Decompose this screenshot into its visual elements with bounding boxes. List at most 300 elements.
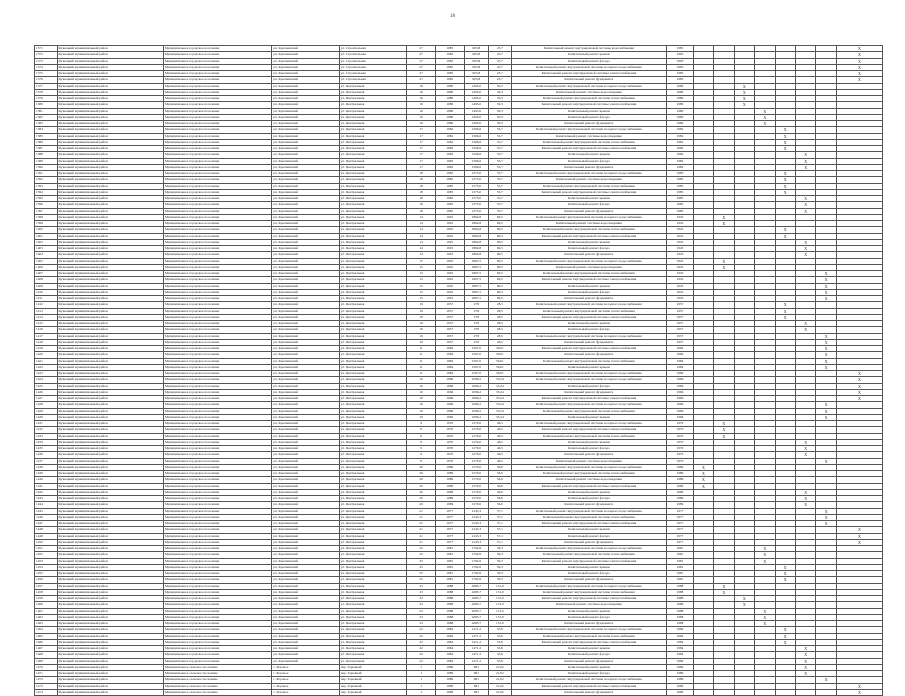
cell-year: 1957 — [435, 327, 464, 333]
cell-street: ул. Центральная — [339, 239, 407, 245]
cell-work_type: Капитальный ремонт внутридомовой системы теплоснабжения — [511, 408, 666, 414]
cell-m6: X — [795, 439, 815, 445]
cell-area_living: 35,24 — [489, 389, 512, 395]
cell-plan_year: 1981 — [667, 546, 694, 552]
cell-district: Кузнецкий муниципальный район — [57, 583, 163, 589]
cell-street: ул. Центральная — [339, 133, 407, 139]
cell-year: 1980 — [435, 83, 464, 89]
cell-m4: X — [755, 558, 775, 564]
cell-area_total: 1570,0 — [464, 489, 489, 495]
cell-area_living: 28,5 — [489, 321, 512, 327]
cell-street: ул. Центральная — [339, 114, 407, 120]
cell-year: 1988 — [435, 621, 464, 627]
cell-locality: рп. Краснинский — [272, 108, 340, 114]
cell-house: 17 — [407, 152, 436, 158]
cell-locality: рп. Краснинский — [272, 514, 340, 520]
cell-area_total: 1575,0 — [464, 196, 489, 202]
cell-house: 16 — [407, 108, 436, 114]
cell-plan_year: 1945 — [667, 289, 694, 295]
cell-street: ул. Центральная — [339, 514, 407, 520]
cell-locality: рп. Краснинский — [272, 489, 340, 495]
cell-work_type: Капитальный ремонт внутридомовой системы холодного водоснабжения — [511, 677, 666, 683]
cell-num: 1415 — [35, 321, 58, 327]
cell-settlement_type: Муниципальное городское поселение — [163, 108, 271, 114]
cell-year: 1984 — [435, 358, 464, 364]
cell-settlement_type: Муниципальное городское поселение — [163, 396, 271, 402]
cell-district: Кузнецкий муниципальный район — [57, 352, 163, 358]
cell-area_living: 55,7 — [489, 139, 512, 145]
cell-house: 17 — [407, 164, 436, 170]
cell-area_living: 59,3 — [489, 558, 512, 564]
cell-work_type: Капитальный ремонт внутридомовой системы холодного водоснабжения — [511, 583, 666, 589]
cell-area_living: 69,5 — [489, 246, 512, 252]
cell-plan_year: 1984 — [667, 658, 694, 664]
cell-locality: рп. Краснинский — [272, 571, 340, 577]
cell-num: 1431 — [35, 421, 58, 427]
cell-work_type: Капитальный ремонт фасада — [511, 114, 666, 120]
cell-settlement_type: Муниципальное городское поселение — [163, 458, 271, 464]
cell-district: Кузнецкий муниципальный район — [57, 533, 163, 539]
cell-street: ул. Центральная — [339, 158, 407, 164]
cell-m5: X — [775, 183, 795, 189]
cell-num: 1456 — [35, 577, 58, 583]
cell-street: ул. Центральная — [339, 564, 407, 570]
cell-house: 19 — [407, 327, 436, 333]
cell-m7: X — [816, 352, 836, 358]
cell-plan_year: 1984 — [667, 627, 694, 633]
cell-area_total: 1575,0 — [464, 208, 489, 214]
cell-locality: рп. Краснинский — [272, 296, 340, 302]
cell-area_total: 1566,6 — [464, 127, 489, 133]
cell-street: ул. Центральная — [339, 608, 407, 614]
cell-m6: X — [795, 196, 815, 202]
cell-area_living: 59,3 — [489, 577, 512, 583]
cell-house: 10 — [407, 402, 436, 408]
cell-m1 — [693, 689, 713, 695]
cell-m8: X — [836, 64, 882, 70]
cell-plan_year: 1957 — [667, 308, 694, 314]
cell-settlement_type: Муниципальное городское поселение — [163, 639, 271, 645]
cell-num: 1398 — [35, 214, 58, 220]
cell-m7: X — [816, 289, 836, 295]
cell-house: 23 — [407, 608, 436, 614]
cell-year: 1982 — [435, 139, 464, 145]
cell-district: Кузнецкий муниципальный район — [57, 258, 163, 264]
cell-district: Кузнецкий муниципальный район — [57, 321, 163, 327]
cell-district: Кузнецкий муниципальный район — [57, 183, 163, 189]
cell-locality: рп. Краснинский — [272, 577, 340, 583]
cell-m8: X — [836, 689, 882, 695]
cell-area_living: 35,24 — [489, 377, 512, 383]
cell-year: 1982 — [435, 164, 464, 170]
cell-settlement_type: Муниципальное городское поселение — [163, 433, 271, 439]
cell-plan_year: 1989 — [667, 489, 694, 495]
cell-m5: X — [775, 571, 795, 577]
cell-street: ул. Центральная — [339, 433, 407, 439]
cell-area_living: 28,5 — [489, 302, 512, 308]
cell-area_living: 56,0 — [489, 477, 512, 483]
cell-district: Кузнецкий муниципальный район — [57, 621, 163, 627]
cell-m2: X — [714, 427, 734, 433]
cell-settlement_type: Муниципальное городское поселение — [163, 427, 271, 433]
cell-m7: X — [816, 521, 836, 527]
cell-num: 1419 — [35, 346, 58, 352]
cell-district: Кузнецкий муниципальный район — [57, 627, 163, 633]
cell-settlement_type: Муниципальное сельское поселение — [163, 664, 271, 670]
cell-house: 15 — [407, 277, 436, 283]
cell-m6: X — [795, 452, 815, 458]
cell-num: 1451 — [35, 546, 58, 552]
cell-locality: с. Боровое — [272, 664, 340, 670]
cell-locality: рп. Краснинский — [272, 114, 340, 120]
cell-district: Кузнецкий муниципальный район — [57, 146, 163, 152]
cell-area_living: 56,0 — [489, 471, 512, 477]
cell-plan_year: 1980 — [667, 96, 694, 102]
cell-area_total: 981 — [464, 664, 489, 670]
cell-year: 1989 — [435, 477, 464, 483]
cell-work_type: Капитальный ремонт внутридомовой системы электроснабжения — [511, 71, 666, 77]
cell-locality: рп. Краснинский — [272, 171, 340, 177]
cell-area_total: 1570,0 — [464, 502, 489, 508]
cell-house: 15 — [407, 258, 436, 264]
cell-house: 11 — [407, 358, 436, 364]
cell-work_type: Капитальный ремонт внутридомовой системы теплоснабжения — [511, 514, 666, 520]
cell-settlement_type: Муниципальное городское поселение — [163, 383, 271, 389]
cell-settlement_type: Муниципальное городское поселение — [163, 589, 271, 595]
cell-area_living: 69,5 — [489, 283, 512, 289]
cell-m6: X — [795, 202, 815, 208]
cell-locality: рп. Краснинский — [272, 633, 340, 639]
cell-district: Кузнецкий муниципальный район — [57, 83, 163, 89]
cell-street: ул. Центральная — [339, 171, 407, 177]
cell-year: 1977 — [435, 521, 464, 527]
cell-district: Кузнецкий муниципальный район — [57, 358, 163, 364]
cell-district: Кузнецкий муниципальный район — [57, 402, 163, 408]
cell-area_living: 151,0 — [489, 614, 512, 620]
cell-area_total: 603,8 — [464, 58, 489, 64]
cell-district: Кузнецкий муниципальный район — [57, 214, 163, 220]
cell-plan_year: 1989 — [667, 496, 694, 502]
cell-street: ул. Центральная — [339, 314, 407, 320]
cell-m7: X — [816, 414, 836, 420]
cell-street: ул. Центральная — [339, 589, 407, 595]
cell-street: ул. Центральная — [339, 552, 407, 558]
cell-area_total: 1570,0 — [464, 464, 489, 470]
cell-street: ул. Центральная — [339, 533, 407, 539]
cell-settlement_type: Муниципальное городское поселение — [163, 164, 271, 170]
cell-locality: рп. Краснинский — [272, 364, 340, 370]
cell-house: 21 — [407, 521, 436, 527]
cell-house: 21 — [407, 508, 436, 514]
cell-house: 27 — [407, 52, 436, 58]
cell-district: Кузнецкий муниципальный район — [57, 414, 163, 420]
cell-num: 1463 — [35, 621, 58, 627]
cell-work_type: Капитальный ремонт внутридомовой системы электроснабжения — [511, 189, 666, 195]
cell-num: 1388 — [35, 152, 58, 158]
cell-house: 22 — [407, 646, 436, 652]
cell-plan_year: 1985 — [667, 196, 694, 202]
cell-settlement_type: Муниципальное городское поселение — [163, 314, 271, 320]
cell-num: 1441 — [35, 483, 58, 489]
cell-settlement_type: Муниципальное городское поселение — [163, 389, 271, 395]
cell-m6: X — [795, 152, 815, 158]
cell-area_total: 1493,0 — [464, 102, 489, 108]
cell-plan_year: 1957 — [667, 333, 694, 339]
cell-work_type: Капитальный ремонт фасада — [511, 383, 666, 389]
cell-work_type: Капитальный ремонт крыши — [511, 646, 666, 652]
cell-locality: рп. Краснинский — [272, 371, 340, 377]
cell-year: 1977 — [435, 514, 464, 520]
cell-district: Кузнецкий муниципальный район — [57, 271, 163, 277]
cell-street: ул. Центральная — [339, 396, 407, 402]
cell-area_total: 1567,0 — [464, 371, 489, 377]
cell-work_type: Капитальный ремонт крыши — [511, 608, 666, 614]
cell-district: Кузнецкий муниципальный район — [57, 689, 163, 695]
cell-area_living: 53,6 — [489, 658, 512, 664]
cell-district: Кузнецкий муниципальный район — [57, 377, 163, 383]
cell-area_living: 35,24 — [489, 402, 512, 408]
cell-locality: рп. Краснинский — [272, 389, 340, 395]
cell-street: ул. Центральная — [339, 352, 407, 358]
cell-area_living: 56,01 — [489, 371, 512, 377]
cell-year: 1982 — [435, 152, 464, 158]
cell-area_living: 57,1 — [489, 533, 512, 539]
cell-house: 14 — [407, 239, 436, 245]
cell-year: 1966 — [435, 408, 464, 414]
cell-area_total: 1279,0 — [464, 427, 489, 433]
cell-year: 1988 — [435, 589, 464, 595]
cell-area_living: 56,01 — [489, 358, 512, 364]
cell-area_total: 278 — [464, 308, 489, 314]
cell-area_living: 55,7 — [489, 177, 512, 183]
cell-settlement_type: Муниципальное городское поселение — [163, 183, 271, 189]
cell-work_type: Капитальный ремонт внутридомовой системы теплоснабжения — [511, 589, 666, 595]
cell-district: Кузнецкий муниципальный район — [57, 58, 163, 64]
cell-year: 1984 — [435, 371, 464, 377]
cell-year: 1945 — [435, 233, 464, 239]
cell-district: Кузнецкий муниципальный район — [57, 239, 163, 245]
cell-area_living: 55,7 — [489, 202, 512, 208]
cell-num: 1401 — [35, 233, 58, 239]
cell-work_type: Капитальный ремонт внутридомовой системы холодного водоснабжения — [511, 302, 666, 308]
cell-year: 1977 — [435, 539, 464, 545]
cell-street: пер. Заречный — [339, 689, 407, 695]
cell-street: ул. Центральная — [339, 264, 407, 270]
cell-m6: X — [795, 158, 815, 164]
cell-plan_year: 1985 — [667, 46, 694, 52]
cell-settlement_type: Муниципальное городское поселение — [163, 496, 271, 502]
cell-street: ул. Центральная — [339, 127, 407, 133]
cell-num: 1470 — [35, 664, 58, 670]
cell-locality: рп. Краснинский — [272, 58, 340, 64]
cell-house: 17 — [407, 127, 436, 133]
cell-area_living: 56,0 — [489, 489, 512, 495]
cell-house: 15 — [407, 289, 436, 295]
cell-num: 1429 — [35, 408, 58, 414]
cell-plan_year: 1977 — [667, 521, 694, 527]
cell-num: 1448 — [35, 527, 58, 533]
cell-area_total: 1566,6 — [464, 152, 489, 158]
cell-district: Кузнецкий муниципальный район — [57, 177, 163, 183]
cell-area_total: 4283,7 — [464, 608, 489, 614]
cell-num: 1464 — [35, 627, 58, 633]
cell-district: Кузнецкий муниципальный район — [57, 683, 163, 689]
cell-district: Кузнецкий муниципальный район — [57, 608, 163, 614]
cell-house: 16 — [407, 102, 436, 108]
cell-year: 1980 — [435, 89, 464, 95]
cell-year: 1988 — [435, 614, 464, 620]
cell-area_living: 35,24 — [489, 383, 512, 389]
cell-area_living: 56,0 — [489, 502, 512, 508]
cell-plan_year: 1970 — [667, 427, 694, 433]
cell-m7: X — [816, 364, 836, 370]
cell-m7: X — [816, 296, 836, 302]
cell-house: 15 — [407, 271, 436, 277]
cell-street: ул. Центральная — [339, 521, 407, 527]
cell-area_total: 1566,6 — [464, 133, 489, 139]
cell-district: Кузнецкий муниципальный район — [57, 133, 163, 139]
cell-settlement_type: Муниципальное городское поселение — [163, 289, 271, 295]
repair-schedule-table — [34, 45, 883, 696]
cell-area_living: 151,0 — [489, 602, 512, 608]
cell-district: Кузнецкий муниципальный район — [57, 527, 163, 533]
cell-num: 1372 — [35, 52, 58, 58]
cell-area_living: 69,5 — [489, 271, 512, 277]
cell-area_total: 1867,5 — [464, 271, 489, 277]
cell-street: ул. Центральная — [339, 389, 407, 395]
cell-area_living: 69,5 — [489, 227, 512, 233]
cell-area_living: 151,0 — [489, 583, 512, 589]
cell-area_total: 1867,5 — [464, 296, 489, 302]
cell-settlement_type: Муниципальное городское поселение — [163, 102, 271, 108]
cell-work_type: Капитальный ремонт фундамента — [511, 621, 666, 627]
cell-area_total: 1867,5 — [464, 258, 489, 264]
cell-plan_year: 1985 — [667, 202, 694, 208]
cell-area_total: 1471,2 — [464, 646, 489, 652]
cell-work_type: Капитальный ремонт внутридомовой системы холодного водоснабжения — [511, 83, 666, 89]
cell-locality: рп. Краснинский — [272, 414, 340, 420]
cell-house: 27 — [407, 46, 436, 52]
cell-settlement_type: Муниципальное городское поселение — [163, 127, 271, 133]
cell-district: Кузнецкий муниципальный район — [57, 408, 163, 414]
cell-year: 1988 — [435, 602, 464, 608]
cell-locality: рп. Краснинский — [272, 627, 340, 633]
cell-area_living: 53,6 — [489, 633, 512, 639]
cell-area_living: 46,5 — [489, 427, 512, 433]
cell-m8: X — [836, 389, 882, 395]
cell-district: Кузнецкий муниципальный район — [57, 539, 163, 545]
cell-m7: X — [816, 346, 836, 352]
cell-locality: рп. Краснинский — [272, 77, 340, 83]
cell-district: Кузнецкий муниципальный район — [57, 546, 163, 552]
cell-locality: рп. Краснинский — [272, 258, 340, 264]
cell-plan_year: 1945 — [667, 214, 694, 220]
cell-num: 1447 — [35, 521, 58, 527]
cell-m4: X — [755, 114, 775, 120]
cell-locality: рп. Краснинский — [272, 646, 340, 652]
cell-house: 21 — [407, 527, 436, 533]
cell-plan_year: 1989 — [667, 671, 694, 677]
cell-num: 1408 — [35, 277, 58, 283]
cell-year: 1984 — [435, 646, 464, 652]
cell-settlement_type: Муниципальное городское поселение — [163, 646, 271, 652]
cell-locality: рп. Краснинский — [272, 239, 340, 245]
cell-settlement_type: Муниципальное городское поселение — [163, 252, 271, 258]
cell-work_type: Капитальный ремонт внутридомовой системы теплоснабжения — [511, 139, 666, 145]
cell-district: Кузнецкий муниципальный район — [57, 371, 163, 377]
cell-area_total: 1471,2 — [464, 633, 489, 639]
cell-m3: X — [734, 96, 754, 102]
cell-num: 1411 — [35, 296, 58, 302]
cell-locality: рп. Краснинский — [272, 621, 340, 627]
cell-year: 1982 — [435, 146, 464, 152]
cell-num: 1392 — [35, 177, 58, 183]
cell-area_total: 1493,0 — [464, 114, 489, 120]
cell-district: Кузнецкий муниципальный район — [57, 396, 163, 402]
cell-street: ул. Центральная — [339, 421, 407, 427]
cell-district: Кузнецкий муниципальный район — [57, 114, 163, 120]
cell-work_type: Капитальный ремонт фундамента — [511, 339, 666, 345]
cell-m8: X — [836, 533, 882, 539]
cell-area_total: 278 — [464, 321, 489, 327]
cell-year: 1988 — [435, 608, 464, 614]
cell-house: 15 — [407, 296, 436, 302]
cell-num: 1417 — [35, 333, 58, 339]
cell-plan_year: 1980 — [667, 83, 694, 89]
cell-work_type: Капитальный ремонт фундамента — [511, 352, 666, 358]
cell-num: 1397 — [35, 208, 58, 214]
cell-district: Кузнецкий муниципальный район — [57, 614, 163, 620]
cell-year: 1966 — [435, 402, 464, 408]
cell-plan_year: 1993 — [667, 52, 694, 58]
cell-work_type: Капитальный ремонт крыши — [511, 439, 666, 445]
cell-street: ул. Центральная — [339, 596, 407, 602]
cell-work_type: Капитальный ремонт фундамента — [511, 389, 666, 395]
cell-year: 1957 — [435, 308, 464, 314]
cell-area_total: 1279,0 — [464, 452, 489, 458]
cell-year: 1988 — [435, 583, 464, 589]
cell-plan_year: 1980 — [667, 102, 694, 108]
cell-area_total: 4283,7 — [464, 614, 489, 620]
cell-settlement_type: Муниципальное городское поселение — [163, 152, 271, 158]
cell-plan_year: 1989 — [667, 689, 694, 695]
cell-settlement_type: Муниципальное городское поселение — [163, 302, 271, 308]
cell-area_living: 56,0 — [489, 496, 512, 502]
cell-num: 1418 — [35, 339, 58, 345]
cell-year: 1945 — [435, 221, 464, 227]
cell-work_type: Капитальный ремонт внутридомовой системы холодного водоснабжения — [511, 214, 666, 220]
cell-num: 1384 — [35, 127, 58, 133]
cell-locality: рп. Краснинский — [272, 214, 340, 220]
cell-work_type: Капитальный ремонт фасада — [511, 496, 666, 502]
cell-area_living: 25,7 — [489, 71, 512, 77]
cell-plan_year: 1985 — [667, 189, 694, 195]
cell-house: 19 — [407, 308, 436, 314]
cell-num: 1394 — [35, 189, 58, 195]
cell-m3: X — [734, 83, 754, 89]
cell-house: 19 — [407, 321, 436, 327]
cell-year: 1945 — [435, 214, 464, 220]
cell-settlement_type: Муниципальное городское поселение — [163, 446, 271, 452]
cell-m4: X — [755, 121, 775, 127]
cell-locality: рп. Краснинский — [272, 139, 340, 145]
cell-street: ул. Центральная — [339, 139, 407, 145]
cell-district: Кузнецкий муниципальный район — [57, 283, 163, 289]
cell-settlement_type: Муниципальное городское поселение — [163, 77, 271, 83]
cell-locality: рп. Краснинский — [272, 546, 340, 552]
cell-area_total: 1279,0 — [464, 421, 489, 427]
cell-house: 17 — [407, 133, 436, 139]
